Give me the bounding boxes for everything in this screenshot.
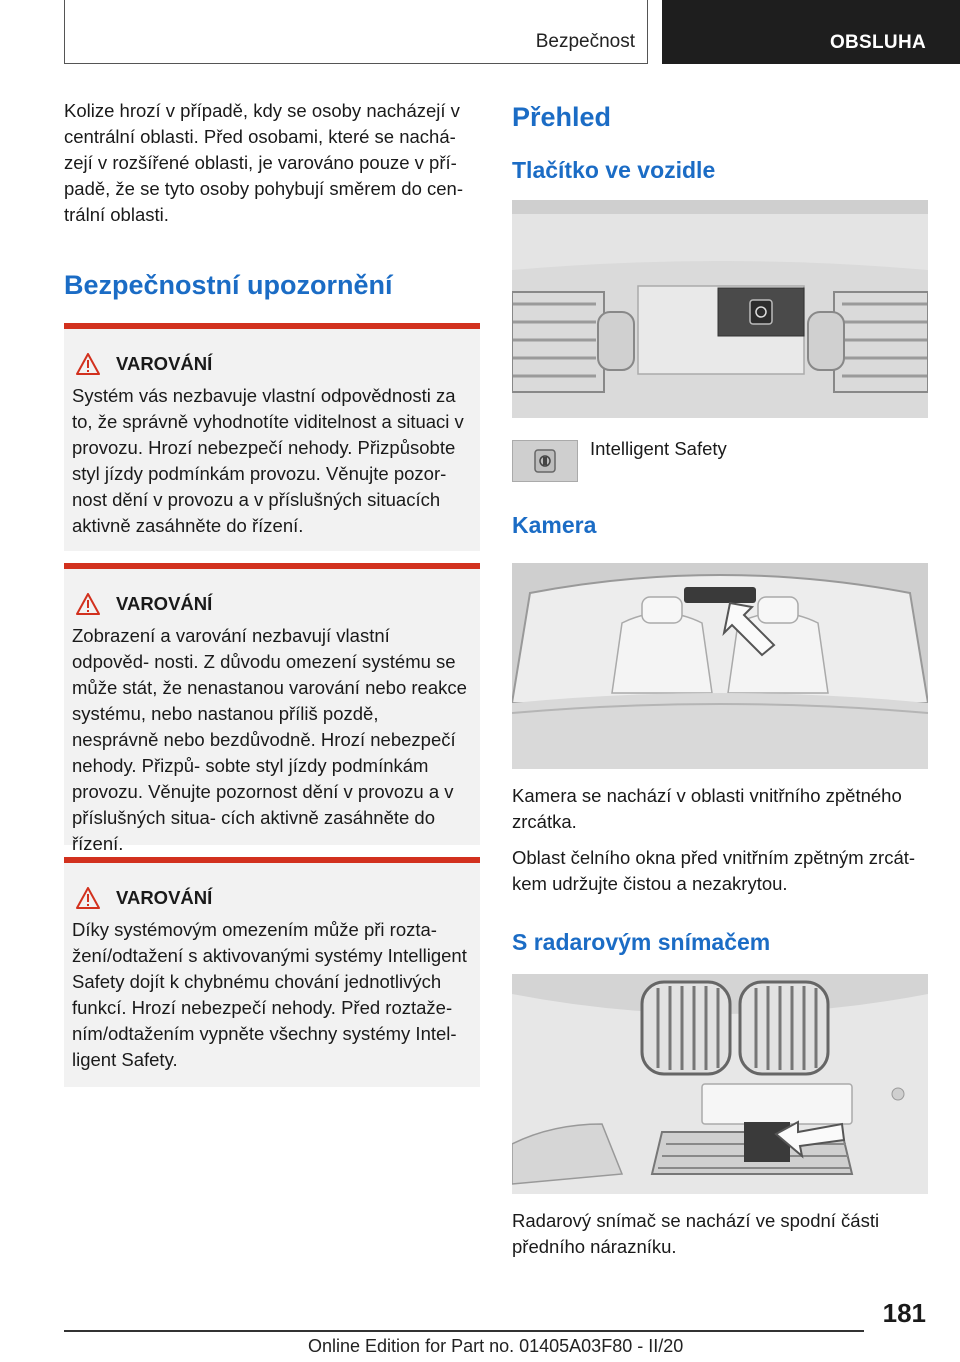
- warning-box-2: [64, 563, 480, 854]
- warning-triangle-icon: [76, 887, 100, 909]
- intelligent-safety-button-icon: [512, 440, 578, 482]
- button-subheading: Tlačítko ve vozidle: [512, 157, 716, 183]
- camera-paragraph-2: Oblast čelního okna před vnitřním zpětným zrcát- kem udržujte čistou a nezakrytou.: [512, 847, 916, 894]
- safety-heading: Bezpečnostní upozornění: [64, 270, 393, 300]
- warning-title: VAROVÁNÍ: [116, 593, 213, 614]
- header-tab-obsluha: [662, 0, 960, 64]
- radar-figure: [512, 974, 928, 1194]
- warning-text: Díky systémovým omezením může při rozta- žení/odtažení s aktivovanými systémy Intelligent Safety dojít k chybnému chování jednotlivých funkcí. Hrozí nebezpečí nehody. Před roztaže- ním/odtažením vypněte všechny systémy Intel- ligent Safety.: [72, 919, 467, 1070]
- warning-title: VAROVÁNÍ: [116, 887, 213, 908]
- camera-subheading: Kamera: [512, 512, 597, 538]
- right-column: [512, 98, 928, 1260]
- footer-edition: Online Edition for Part no. 01405A03F80 - II/20: [308, 1336, 684, 1356]
- warning-box-1: [64, 323, 480, 551]
- page-number: 181: [882, 1298, 926, 1328]
- warning-box-3: [64, 857, 480, 1087]
- warning-text: Zobrazení a varování nezbavují vlastní odpověd- nosti. Z důvodu omezení systému se může stát, že nenastanou varování nebo reakce systému, nebo nastanou příliš pozdě, nesprávně nebo bezdůvodně. Hrozí nebezpečí nehody. Přizpů- sobte styl jízdy podmínkám provozu. Věnujte pozornost dění v provozu a v příslušných situa- cích aktivně zasáhněte do řízení.: [72, 625, 467, 854]
- left-column: [64, 98, 480, 1087]
- intro-paragraph: Kolize hrozí v případě, kdy se osoby nacházejí v centrální oblasti. Před osobami, které se nachá- zejí v rozšířené oblasti, je varováno pouze v pří- padě, že se tyto osoby pohybují směrem do cen- trální oblasti.: [64, 100, 463, 225]
- camera-figure: [512, 563, 928, 769]
- footer-divider: [64, 1330, 864, 1332]
- camera-paragraph-1: Kamera se nachází v oblasti vnitřního zpětného zrcátka.: [512, 785, 902, 832]
- warning-triangle-icon: [76, 593, 100, 615]
- header-tab-label: OBSLUHA: [829, 32, 926, 53]
- button-label: Intelligent Safety: [590, 438, 727, 459]
- dashboard-button-figure: [512, 200, 928, 418]
- button-caption-row: [512, 440, 928, 482]
- warning-title: VAROVÁNÍ: [116, 353, 213, 374]
- radar-paragraph: Radarový snímač se nachází ve spodní části předního nárazníku.: [512, 1210, 880, 1257]
- header-box: [64, 0, 648, 64]
- overview-heading: Přehled: [512, 102, 612, 132]
- header-section-title: Bezpečnost: [535, 31, 635, 52]
- warning-triangle-icon: [76, 353, 100, 375]
- radar-subheading: S radarovým snímačem: [512, 929, 771, 955]
- warning-text: Systém vás nezbavuje vlastní odpovědnosti za to, že správně vyhodnotíte viditelnost a situaci v provozu. Hrozí nebezpečí nehody. Přizpůsobte styl jízdy podmínkám provozu. Věnujte pozor- nost dění v provozu a v příslušných situacích aktivně zasáhněte do řízení.: [72, 385, 464, 536]
